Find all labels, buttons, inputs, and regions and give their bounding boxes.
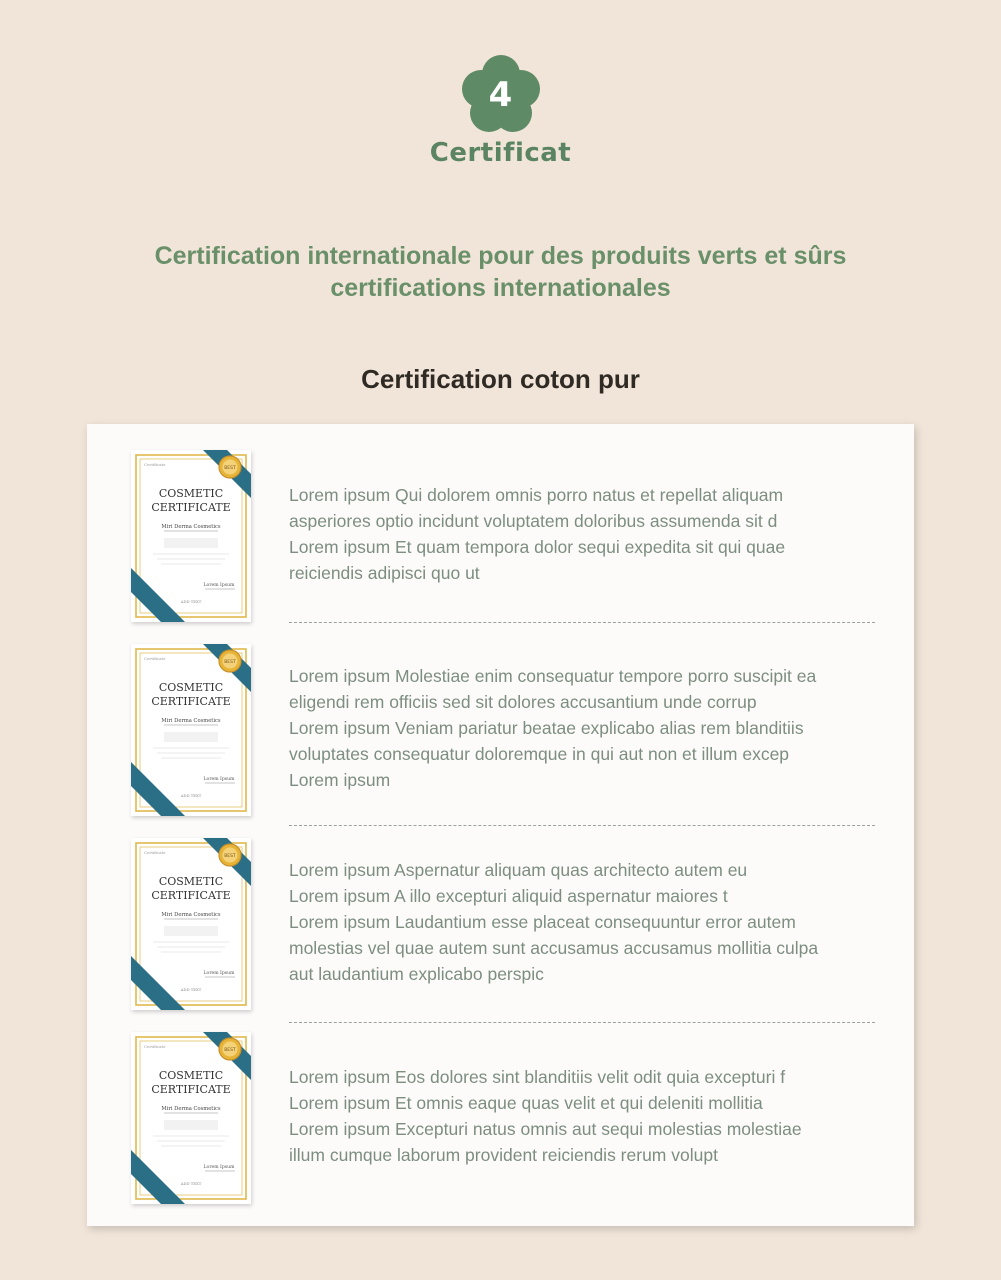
text-line: aut laudantium explicabo perspic bbox=[289, 964, 544, 984]
svg-text:Miri Derma Cosmetics: Miri Derma Cosmetics bbox=[161, 912, 221, 918]
headline-line-2: certifications internationales bbox=[330, 274, 671, 302]
svg-text:CERTIFICATE: CERTIFICATE bbox=[151, 1083, 231, 1096]
text-line: Lorem ipsum A illo excepturi aliquid aspernatur maiores t bbox=[289, 886, 728, 906]
certificate-image bbox=[131, 644, 251, 816]
text-line: illum cumque laborum provident reiciendis rerum volupt bbox=[289, 1145, 718, 1165]
svg-text:COSMETIC: COSMETIC bbox=[158, 1069, 224, 1082]
row-description bbox=[289, 857, 889, 987]
row-divider bbox=[289, 1022, 875, 1023]
row-divider bbox=[289, 622, 875, 623]
row-description bbox=[289, 663, 889, 793]
certificate-image bbox=[131, 450, 251, 622]
svg-text:Miri Derma Cosmetics: Miri Derma Cosmetics bbox=[161, 718, 221, 724]
svg-text:ADD TEXT: ADD TEXT bbox=[180, 987, 202, 992]
row-description bbox=[289, 1064, 889, 1168]
headline-line-1: Certification internationale pour des produits verts et sûrs bbox=[154, 242, 847, 270]
svg-text:Miri Derma Cosmetics: Miri Derma Cosmetics bbox=[161, 1106, 221, 1112]
svg-text:Certificate: Certificate bbox=[144, 850, 166, 855]
svg-text:BEST: BEST bbox=[224, 660, 236, 665]
text-line: asperiores optio incidunt voluptatem doloribus assumenda sit d bbox=[289, 511, 778, 531]
svg-text:BEST: BEST bbox=[224, 466, 236, 471]
svg-text:CERTIFICATE: CERTIFICATE bbox=[151, 889, 231, 902]
certificat-badge bbox=[0, 52, 1001, 168]
text-line: Lorem ipsum Excepturi natus omnis aut sequi molestias molestiae bbox=[289, 1119, 802, 1139]
section-title: Certification coton pur bbox=[361, 364, 640, 394]
text-line: Lorem ipsum Eos dolores sint blanditiis velit odit quia excepturi f bbox=[289, 1067, 786, 1087]
text-line: molestias vel quae autem sunt accusamus accusamus mollitia culpa bbox=[289, 938, 819, 958]
svg-text:Miri Derma Cosmetics: Miri Derma Cosmetics bbox=[161, 524, 221, 530]
badge-label: Certificat bbox=[429, 138, 572, 168]
svg-text:COSMETIC: COSMETIC bbox=[158, 487, 224, 500]
svg-text:Lorem Ipsum: Lorem Ipsum bbox=[203, 1165, 235, 1170]
row-description bbox=[289, 482, 889, 586]
text-line: reiciendis adipisci quo ut bbox=[289, 563, 480, 583]
text-line: Lorem ipsum Et omnis eaque quas velit et qui deleniti mollitia bbox=[289, 1093, 763, 1113]
text-line: Lorem ipsum bbox=[289, 770, 391, 790]
svg-text:ADD TEXT: ADD TEXT bbox=[180, 793, 202, 798]
svg-text:Certificate: Certificate bbox=[144, 1044, 166, 1049]
svg-text:Lorem Ipsum: Lorem Ipsum bbox=[203, 583, 235, 588]
svg-text:ADD TEXT: ADD TEXT bbox=[180, 599, 202, 604]
svg-text:CERTIFICATE: CERTIFICATE bbox=[151, 501, 231, 514]
svg-text:Lorem Ipsum: Lorem Ipsum bbox=[203, 777, 235, 782]
badge-number: 4 bbox=[488, 75, 513, 115]
text-line: Lorem ipsum Aspernatur aliquam quas architecto autem eu bbox=[289, 860, 748, 880]
text-line: Lorem ipsum Qui dolorem omnis porro natus et repellat aliquam bbox=[289, 485, 784, 505]
text-line: Lorem ipsum Et quam tempora dolor sequi expedita sit qui quae bbox=[289, 537, 786, 557]
certificate-image bbox=[131, 1032, 251, 1204]
text-line: Lorem ipsum Veniam pariatur beatae explicabo alias rem blanditiis bbox=[289, 718, 804, 738]
svg-text:BEST: BEST bbox=[224, 1048, 236, 1053]
svg-text:Certificate: Certificate bbox=[144, 462, 166, 467]
svg-text:COSMETIC: COSMETIC bbox=[158, 681, 224, 694]
flower-icon bbox=[459, 52, 543, 136]
text-line: voluptates consequatur doloremque in qui aut non et illum excep bbox=[289, 744, 790, 764]
svg-text:Certificate: Certificate bbox=[144, 656, 166, 661]
row-divider bbox=[289, 825, 875, 826]
svg-text:BEST: BEST bbox=[224, 854, 236, 859]
svg-text:CERTIFICATE: CERTIFICATE bbox=[151, 695, 231, 708]
svg-text:ADD TEXT: ADD TEXT bbox=[180, 1181, 202, 1186]
svg-text:COSMETIC: COSMETIC bbox=[158, 875, 224, 888]
text-line: eligendi rem officiis sed sit dolores accusantium unde corrup bbox=[289, 692, 757, 712]
headline bbox=[100, 240, 901, 304]
certificate-image bbox=[131, 838, 251, 1010]
certification-card bbox=[87, 424, 914, 1226]
text-line: Lorem ipsum Molestiae enim consequatur tempore porro suscipit ea bbox=[289, 666, 817, 686]
svg-text:Lorem Ipsum: Lorem Ipsum bbox=[203, 971, 235, 976]
text-line: Lorem ipsum Laudantium esse placeat consequuntur error autem bbox=[289, 912, 796, 932]
